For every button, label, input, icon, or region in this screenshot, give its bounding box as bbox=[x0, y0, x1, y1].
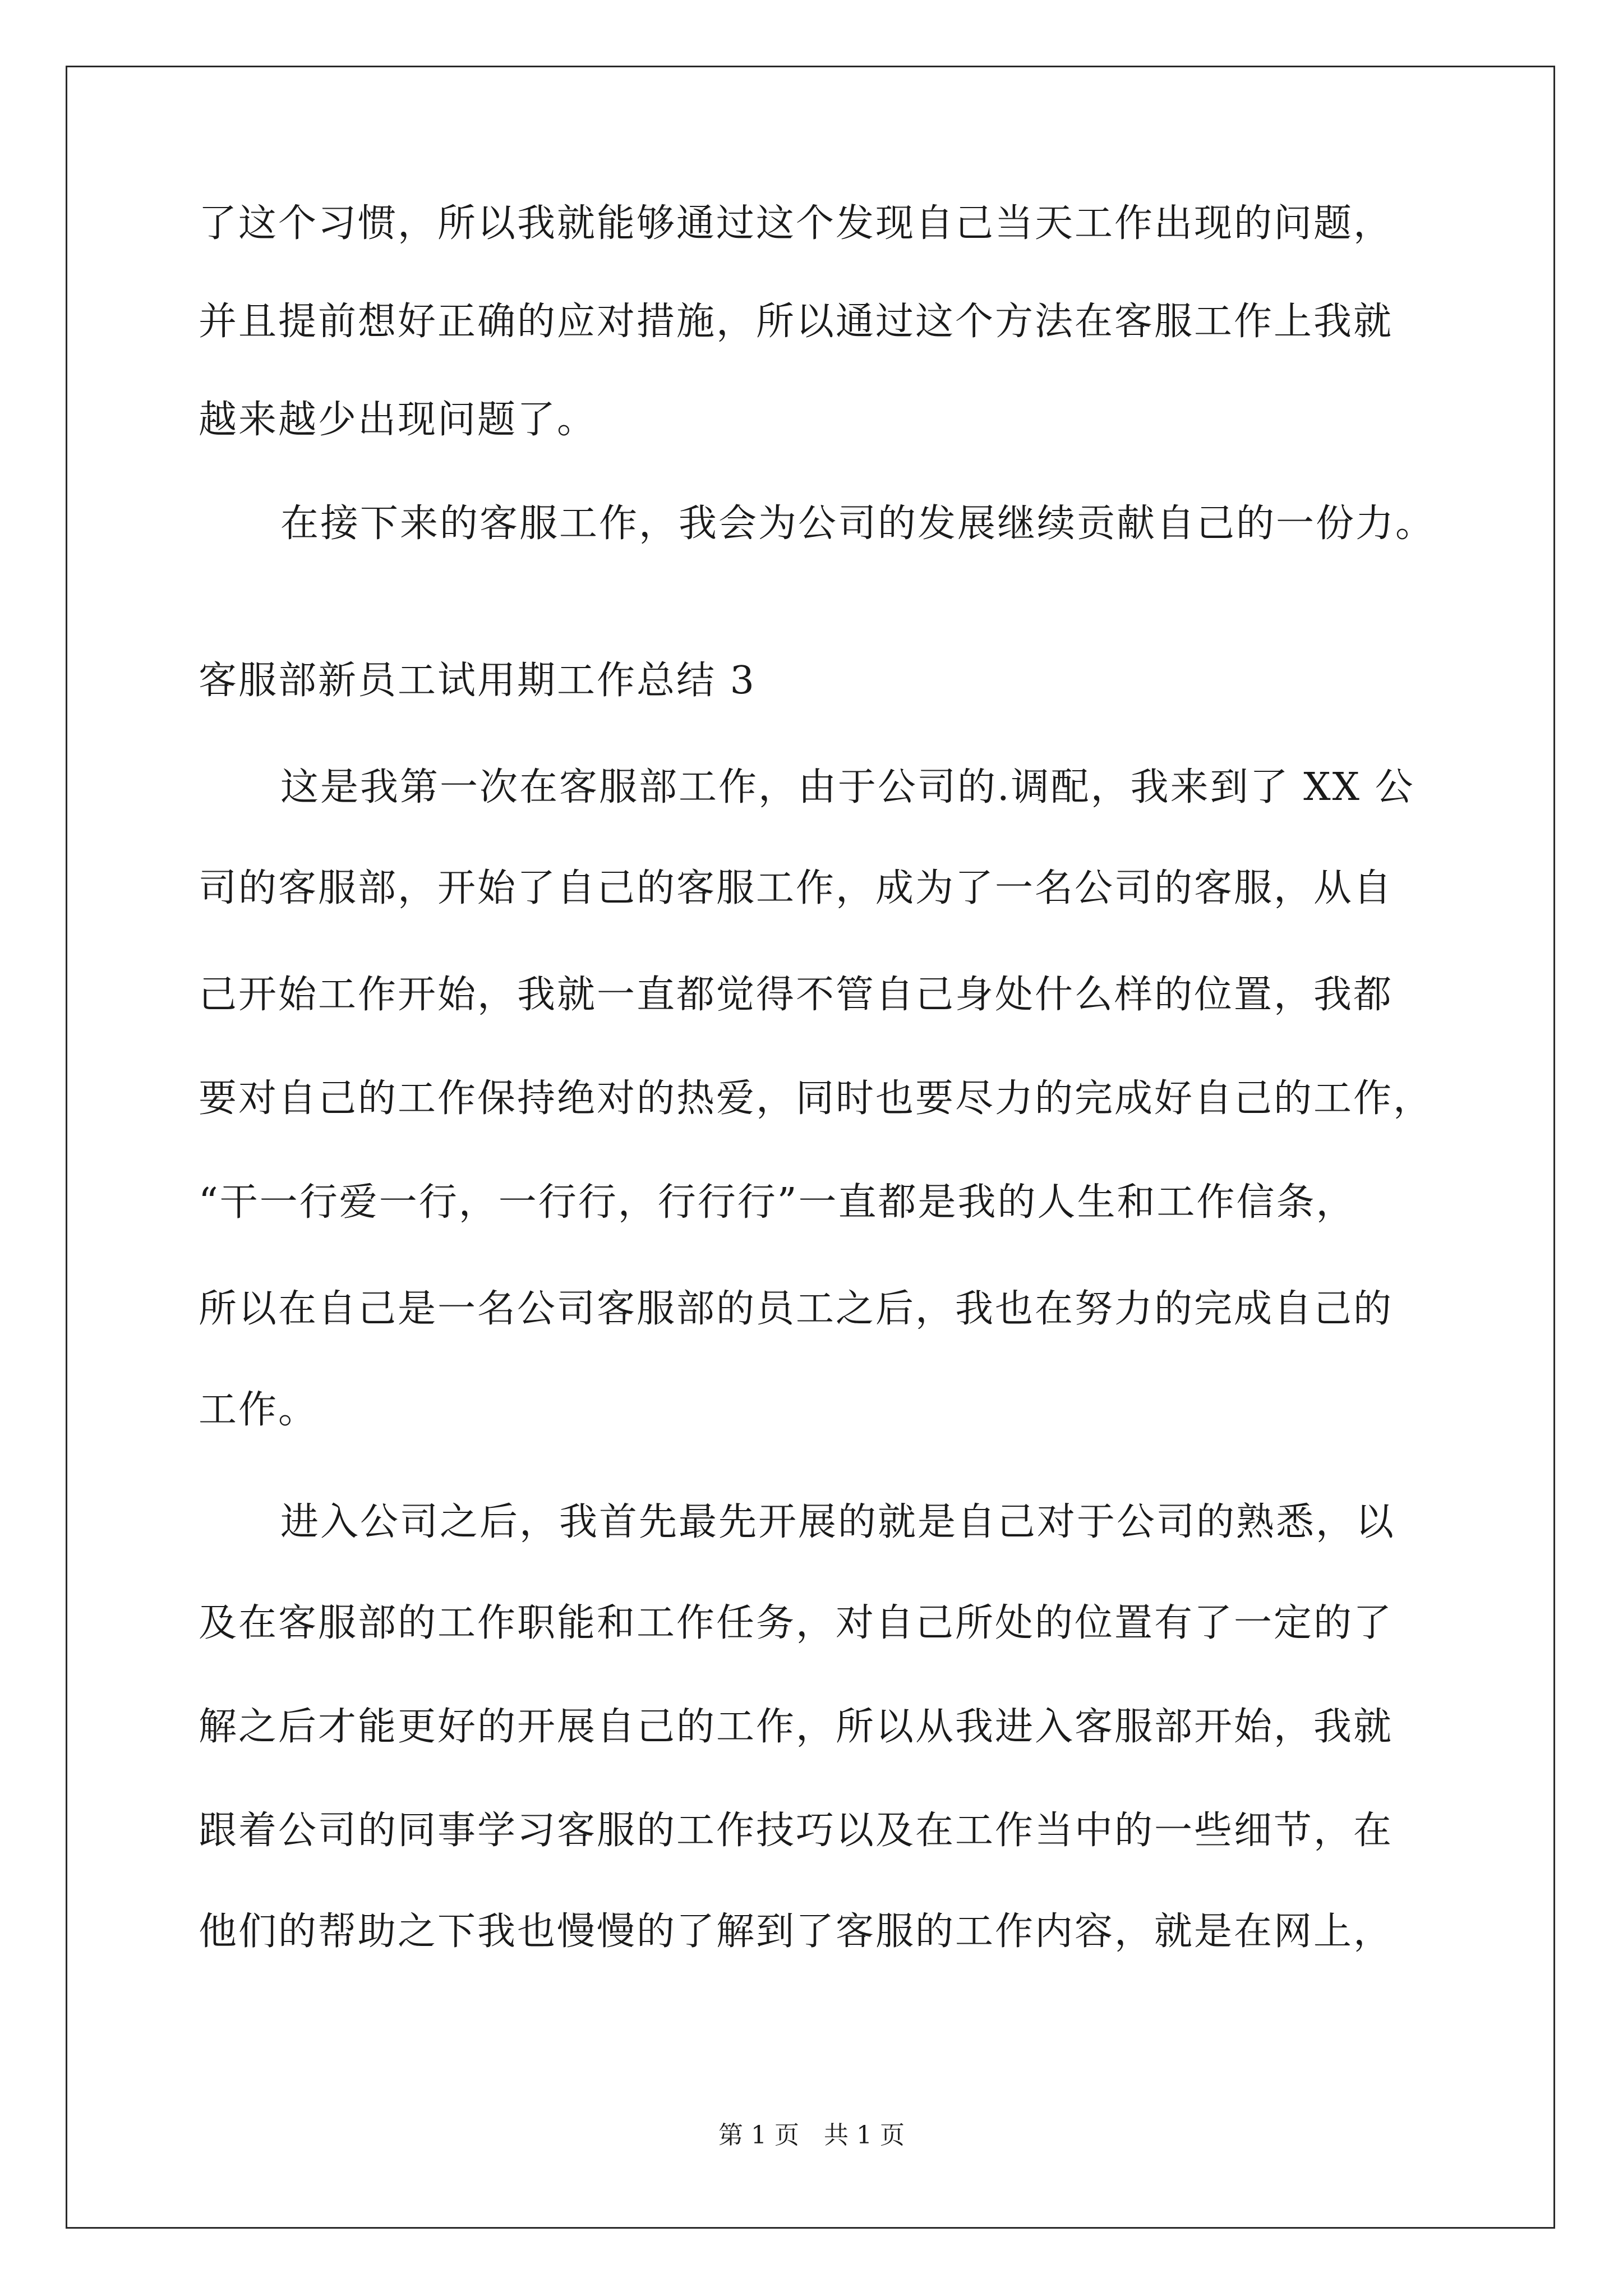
section-heading: 客服部新员工试用期工作总结 3 bbox=[199, 659, 756, 703]
page-footer: 第 1 页 共 1 页 bbox=[718, 2121, 905, 2150]
body-line: 这是我第一次在客服部工作，由于公司的.调配，我来到了 XX 公 bbox=[280, 765, 1415, 809]
body-line: 跟着公司的同事学习客服的工作技巧以及在工作当中的一些细节，在 bbox=[199, 1809, 1394, 1853]
body-line: 进入公司之后，我首先最先开展的就是自己对于公司的熟悉，以 bbox=[280, 1500, 1396, 1544]
body-line: 并且提前想好正确的应对措施，所以通过这个方法在客服工作上我就 bbox=[199, 300, 1394, 344]
body-line: 工作。 bbox=[199, 1388, 319, 1432]
body-line: 越来越少出现问题了。 bbox=[199, 398, 597, 442]
body-line: “干一行爱一行，一行行，行行行”一直都是我的人生和工作信条， bbox=[199, 1180, 1356, 1225]
body-line: 司的客服部，开始了自己的客服工作，成为了一名公司的客服，从自 bbox=[199, 866, 1394, 910]
body-line: 所以在自己是一名公司客服部的员工之后，我也在努力的完成自己的 bbox=[199, 1287, 1394, 1331]
body-line: 己开始工作开始，我就一直都觉得不管自己身处什么样的位置，我都 bbox=[199, 973, 1394, 1017]
body-line: 了这个习惯，所以我就能够通过这个发现自己当天工作出现的问题， bbox=[199, 201, 1394, 246]
body-line: 他们的帮助之下我也慢慢的了解到了客服的工作内容，就是在网上， bbox=[199, 1910, 1394, 1954]
body-line: 解之后才能更好的开展自己的工作，所以从我进入客服部开始，我就 bbox=[199, 1705, 1394, 1749]
page-border bbox=[66, 66, 1555, 2229]
body-line: 要对自己的工作保持绝对的热爱，同时也要尽力的完成好自己的工作， bbox=[199, 1076, 1433, 1121]
body-line: 在接下来的客服工作，我会为公司的发展继续贡献自己的一份力。 bbox=[280, 501, 1436, 546]
body-line: 及在客服部的工作职能和工作任务，对自己所处的位置有了一定的了 bbox=[199, 1601, 1394, 1645]
